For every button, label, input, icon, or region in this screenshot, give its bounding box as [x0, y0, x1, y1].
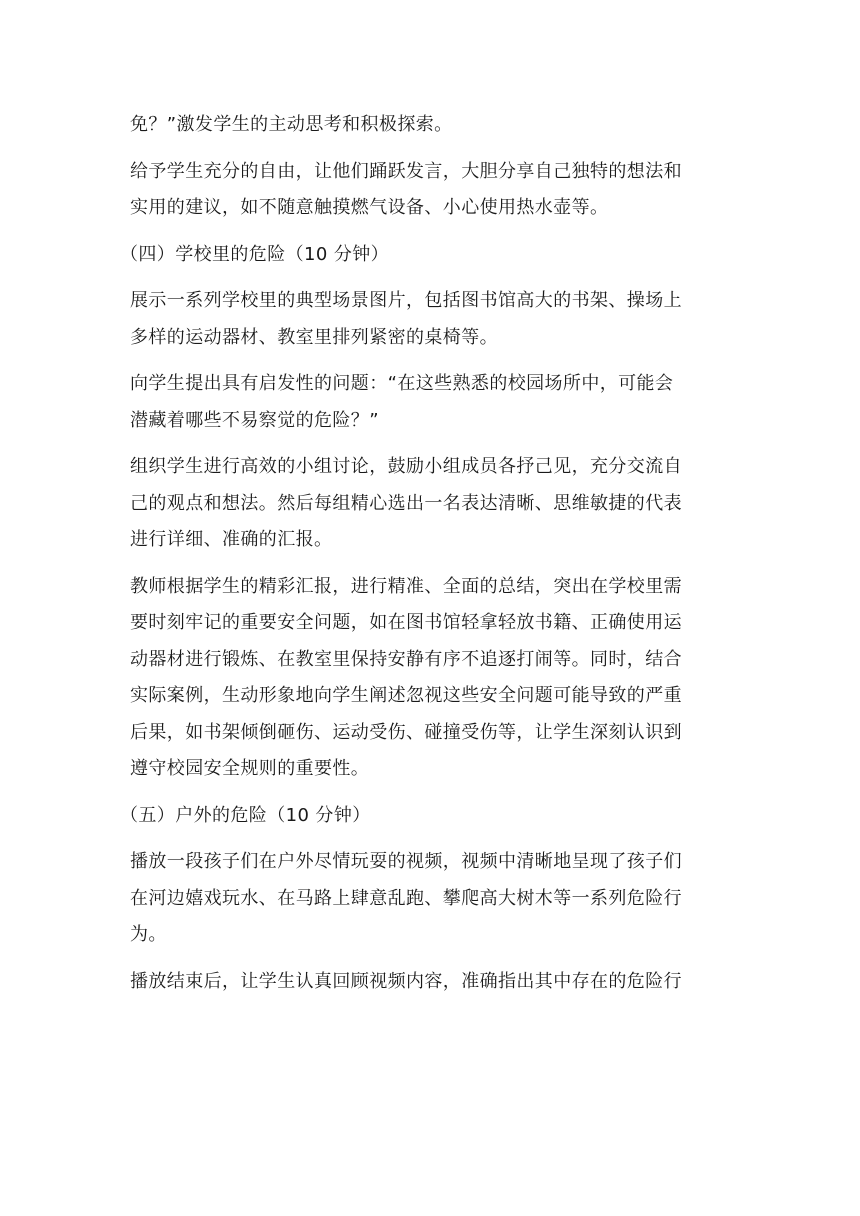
- text-line: 要时刻牢记的重要安全问题，如在图书馆轻拿轻放书籍、正确使用运: [130, 612, 682, 633]
- text-line: 播放一段孩子们在户外尽情玩耍的视频，视频中清晰地呈现了孩子们: [130, 851, 682, 872]
- text-line: 在河边嬉戏玩水、在马路上肆意乱跑、攀爬高大树木等一系列危险行: [130, 887, 682, 909]
- paragraph: [130, 449, 734, 559]
- text-line: 后果，如书架倾倒砸伤、运动受伤、碰撞受伤等，让学生深刻认识到: [130, 721, 682, 743]
- text-line: 多样的运动器材、教室里排列紧密的桌椅等。: [130, 326, 498, 348]
- text-line: 己的观点和想法。然后每组精心选出一名表达清晰、思维敏捷的代表: [130, 492, 682, 514]
- paragraph: [130, 964, 734, 1001]
- text-line: 免？”激发学生的主动思考和积极探索。: [130, 114, 453, 135]
- text-line: 潜藏着哪些不易察觉的危险？”: [130, 409, 379, 431]
- paragraph: [130, 154, 734, 227]
- section-heading: [120, 237, 734, 274]
- text-line: 动器材进行锻炼、在教室里保持安静有序不追逐打闹等。同时，结合: [130, 648, 682, 670]
- text-line: 播放结束后，让学生认真回顾视频内容，准确指出其中存在的危险行: [130, 970, 682, 992]
- paragraph: [130, 283, 734, 356]
- text-line: （五）户外的危险（10 分钟）: [120, 804, 371, 826]
- paragraph: [130, 366, 734, 439]
- text-line: 向学生提出具有启发性的问题：“在这些熟悉的校园场所中，可能会: [130, 373, 674, 394]
- text-line: 展示一系列学校里的典型场景图片，包括图书馆高大的书架、操场上: [130, 290, 682, 311]
- paragraph: [130, 844, 734, 954]
- text-line: 给予学生充分的自由，让他们踊跃发言，大胆分享自己独特的想法和: [130, 160, 682, 182]
- text-line: 进行详细、准确的汇报。: [130, 529, 333, 550]
- text-line: 实用的建议，如不随意触摸燃气设备、小心使用热水壶等。: [130, 197, 609, 218]
- paragraph: [130, 569, 734, 788]
- text-line: 实际案例，生动形象地向学生阐述忽视这些安全问题可能导致的严重: [130, 685, 682, 706]
- text-line: 遵守校园安全规则的重要性。: [130, 758, 370, 779]
- document-body: [120, 107, 734, 1010]
- text-line: 组织学生进行高效的小组讨论，鼓励小组成员各抒己见，充分交流自: [130, 456, 682, 477]
- text-line: （四）学校里的危险（10 分钟）: [120, 243, 390, 265]
- text-line: 教师根据学生的精彩汇报，进行精准、全面的总结，突出在学校里需: [130, 575, 682, 597]
- text-line: 为。: [130, 924, 167, 945]
- paragraph: [130, 107, 734, 144]
- section-heading: [120, 798, 734, 835]
